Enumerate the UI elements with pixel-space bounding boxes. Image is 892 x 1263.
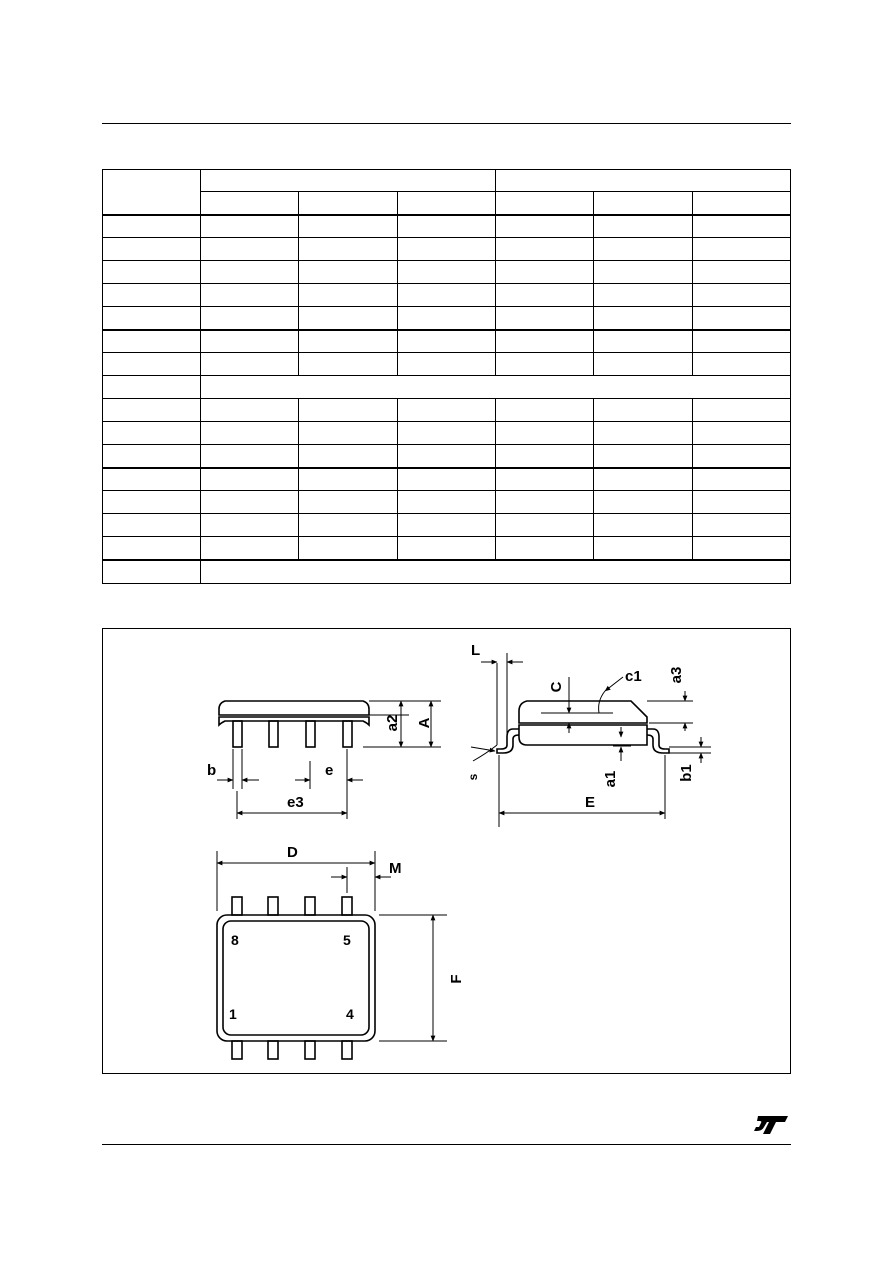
dim-label-b: b (207, 762, 217, 779)
table-row (103, 307, 791, 330)
table-subheader-row (103, 192, 791, 215)
dim-label-c1: c1 (625, 668, 642, 685)
mm-min-cell (201, 192, 299, 215)
package-outline-drawing (103, 629, 790, 1073)
pin-label-1: 1 (229, 1006, 237, 1022)
package-drawing-frame (102, 628, 791, 1074)
table-row (103, 537, 791, 560)
dim-header-cell (103, 170, 201, 215)
table-row (103, 399, 791, 422)
dim-label-D: D (287, 844, 298, 861)
mm-max-cell (397, 192, 495, 215)
pin-label-4: 4 (346, 1006, 354, 1022)
table-row (103, 353, 791, 376)
inch-typ-cell (594, 192, 692, 215)
top-view (217, 851, 447, 1059)
dimensions-table (102, 169, 791, 584)
table-row (103, 284, 791, 307)
mm-typ-cell (299, 192, 397, 215)
dim-label-a3: a3 (668, 666, 685, 684)
inch-header-cell (495, 170, 790, 192)
inch-max-cell (692, 192, 790, 215)
front-view (217, 701, 441, 819)
dim-label-C: C (548, 681, 565, 693)
dim-label-M: M (389, 860, 402, 877)
mm-header-cell (201, 170, 496, 192)
dim-label-a1: a1 (602, 770, 619, 788)
table-row (103, 330, 791, 353)
dim-label-e: e (325, 762, 334, 779)
dim-label-e3: e3 (287, 794, 304, 811)
dim-label-s: s (466, 773, 480, 781)
dim-label-F: F (448, 974, 465, 984)
table-row (103, 468, 791, 491)
table-row (103, 422, 791, 445)
header-rule (102, 123, 791, 124)
table-row (103, 560, 791, 584)
pin-label-8: 8 (231, 932, 239, 948)
dim-label-E: E (585, 794, 596, 811)
inch-min-cell (495, 192, 593, 215)
footer-rule (102, 1144, 791, 1145)
st-logo (752, 1113, 790, 1137)
table-row (103, 491, 791, 514)
dim-label-A: A (416, 717, 433, 729)
table-row (103, 445, 791, 468)
table-header-row (103, 170, 791, 192)
table-row (103, 261, 791, 284)
dim-label-L: L (471, 642, 481, 659)
table-row (103, 238, 791, 261)
table-row (103, 215, 791, 238)
pin-label-5: 5 (343, 932, 351, 948)
dim-label-b1: b1 (678, 764, 695, 782)
dim-label-a2: a2 (384, 714, 401, 732)
table-row (103, 376, 791, 399)
table-row (103, 514, 791, 537)
